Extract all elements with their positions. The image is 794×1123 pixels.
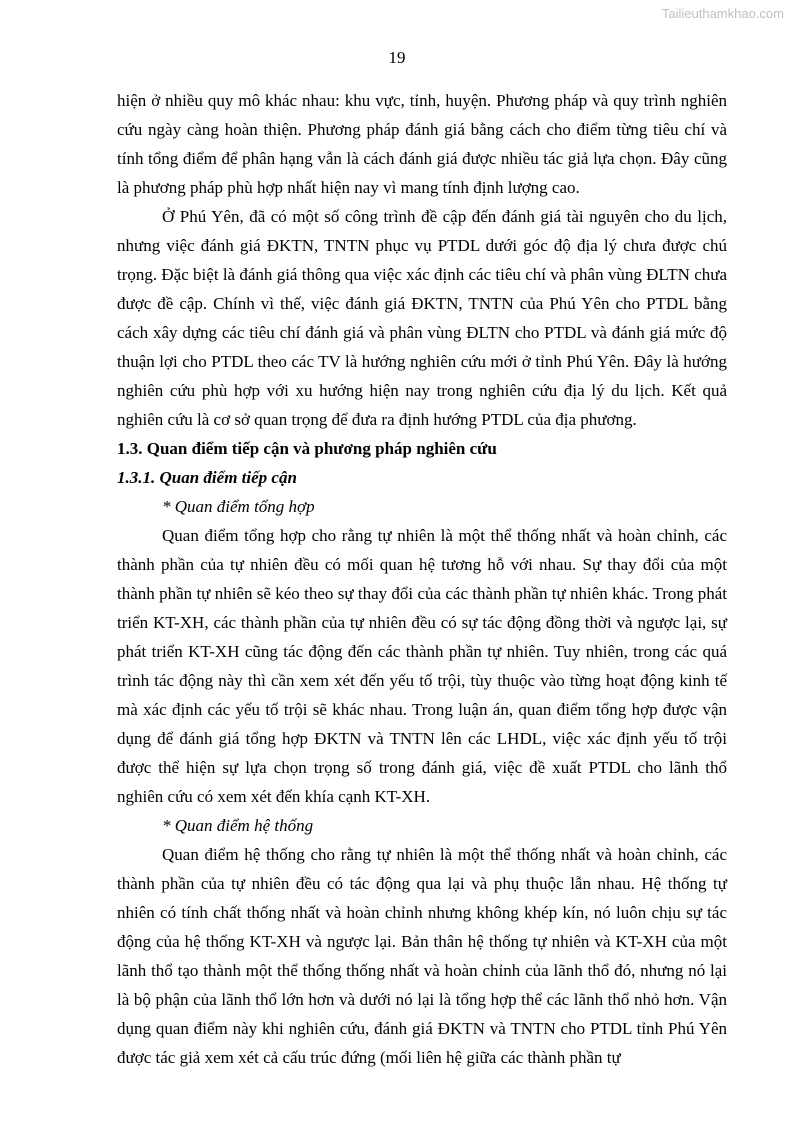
paragraph-system-view: Quan điểm hệ thống cho rằng tự nhiên là một thể thống nhất và hoàn chỉnh, các thành phần của tự nhiên đều có tác động qua lại và phụ thuộc lẫn nhau. Hệ thống tự nhiên có tính chất thống nhất và hoàn chỉnh nhưng không khép kín, nó luôn chịu sự tác động của hệ thống KT-XH và ngược lại. Bản thân hệ thống tự nhiên và KT-XH của một lãnh thổ tạo thành một thể thống thống nhất và hoàn chỉnh của lãnh thổ đó, nhưng nó lại là bộ phận của lãnh thổ lớn hơn và dưới nó lại là tổng hợp thể các lãnh thổ nhỏ hơn. Vận dụng quan điểm này khi nghiên cứu, đánh giá ĐKTN và TNTN cho PTDL tỉnh Phú Yên được tác giả xem xét cả cấu trúc đứng (mối liên hệ giữa các thành phần tự [117,845,727,1067]
subsection-heading: 1.3.1. Quan điểm tiếp cận [117,468,297,487]
paragraph-continuation: hiện ở nhiều quy mô khác nhau: khu vực, tỉnh, huyện. Phương pháp và quy trình nghiên cứu ngày càng hoàn thiện. Phương pháp đánh giá bằng cách cho điểm từng tiêu chí và tính tổng điểm để phân hạng vẫn là cách đánh giá được nhiều tác giả lựa chọn. Đây cũng là phương pháp phù hợp nhất hiện nay vì mang tính định lượng cao. [117,91,727,197]
subheading-integrated-view: * Quan điểm tổng hợp [162,497,315,516]
document-body [117,86,727,1072]
subheading-system-view: * Quan điểm hệ thống [162,816,314,835]
paragraph-integrated-view: Quan điểm tổng hợp cho rằng tự nhiên là một thể thống nhất và hoàn chỉnh, các thành phần của tự nhiên đều có mối quan hệ tương hỗ với nhau. Sự thay đổi của một thành phần tự nhiên sẽ kéo theo sự thay đổi của các thành phần tự nhiên khác. Trong phát triển KT-XH, các thành phần của tự nhiên đều có sự tác động đồng thời và ngược lại, sự phát triển KT-XH cũng tác động đến các thành phần tự nhiên. Tuy nhiên, trong các quá trình tác động này thì cần xem xét đến yếu tố trội, tùy thuộc vào từng hoạt động kinh tế mà xác định các yếu tố trội sẽ khác nhau. Trong luận án, quan điểm tổng hợp được vận dụng để đánh giá tổng hợp ĐKTN và TNTN lên các LHDL, việc xác định yếu tố trội được thể hiện sự lựa chọn trọng số trong đánh giá, việc đề xuất PTDL cho lãnh thổ nghiên cứu có xem xét đến khía cạnh KT-XH. [117,526,727,806]
section-heading: 1.3. Quan điểm tiếp cận và phương pháp nghiên cứu [117,439,497,458]
watermark: Tailieuthamkhao.com [661,6,784,21]
page-number: 19 [388,48,406,67]
paragraph-phu-yen-research: Ở Phú Yên, đã có một số công trình đề cập đến đánh giá tài nguyên cho du lịch, nhưng việc đánh giá ĐKTN, TNTN phục vụ PTDL dưới góc độ địa lý chưa được chú trọng. Đặc biệt là đánh giá thông qua việc xác định các tiêu chí và phân vùng ĐLTN chưa được đề cập. Chính vì thế, việc đánh giá ĐKTN, TNTN của Phú Yên cho PTDL bằng cách xây dựng các tiêu chí đánh giá và phân vùng ĐLTN cho PTDL và đánh giá mức độ thuận lợi cho PTDL theo các TV là hướng nghiên cứu mới ở tỉnh Phú Yên. Đây là hướng nghiên cứu phù hợp với xu hướng hiện nay trong nghiên cứu địa lý du lịch. Kết quả nghiên cứu là cơ sở quan trọng để đưa ra định hướng PTDL của địa phương. [117,207,727,429]
